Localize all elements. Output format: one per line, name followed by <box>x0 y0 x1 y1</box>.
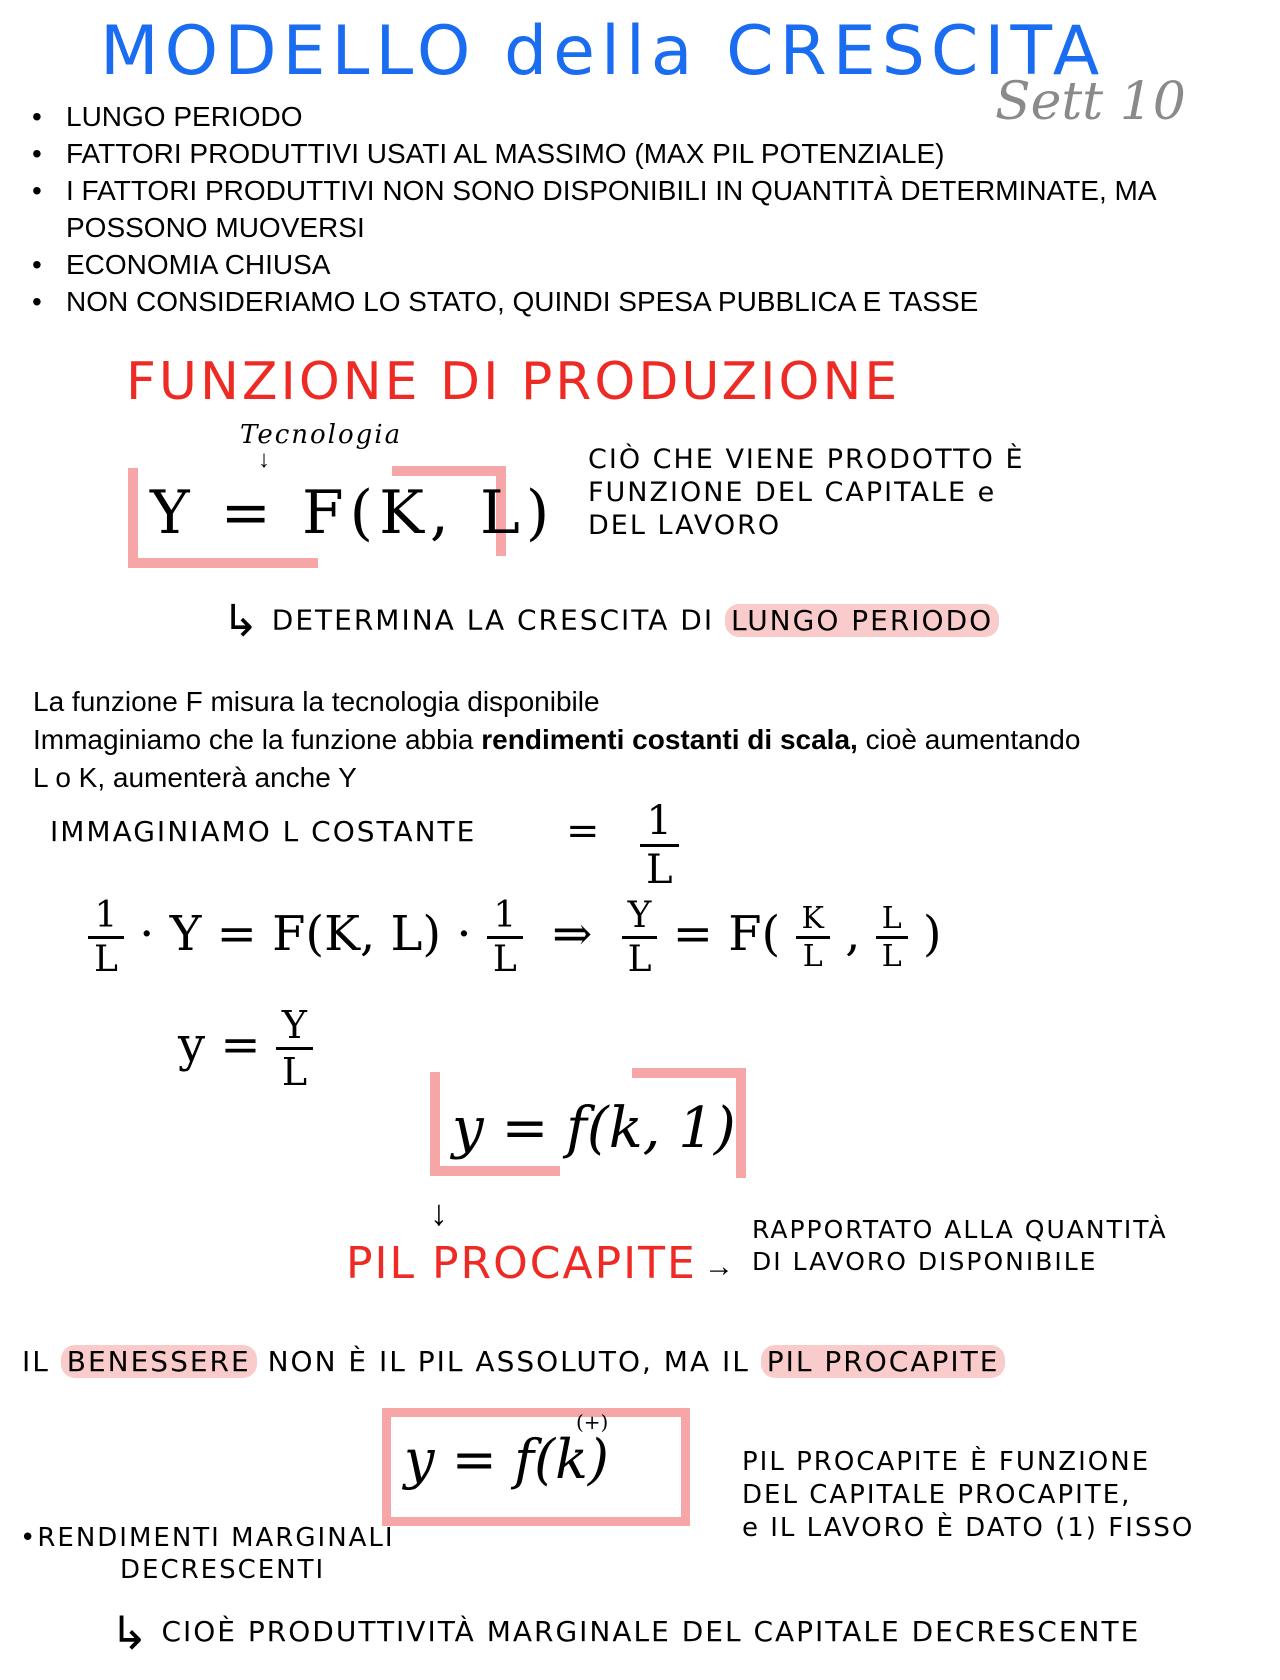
explanation-paragraph <box>33 683 1263 797</box>
fraction-numerator: Y <box>622 895 658 939</box>
fraction-numerator: 1 <box>640 798 679 847</box>
corner-arrow-icon: ↳ <box>110 1606 151 1660</box>
one-over-L <box>640 798 679 893</box>
highlight-long-period: LUNGO PERIODO <box>725 604 999 637</box>
capital-formula: y = f(k) <box>404 1428 609 1491</box>
note-line: DEL CAPITALE PROCAPITE, <box>742 1480 1132 1510</box>
highlight-pil-procapite: PIL PROCAPITE <box>761 1345 1006 1378</box>
constant-returns-bold: rendimenti costanti di scala, <box>481 724 858 755</box>
pil-procapite-label: PIL PROCAPITE <box>346 1238 697 1289</box>
fraction-denominator: L <box>627 939 652 980</box>
diminishing-returns <box>20 1522 395 1586</box>
note-line: CIÒ CHE VIENE PRODOTTO È <box>588 444 1025 475</box>
wellbeing-statement <box>22 1345 1005 1378</box>
box-corner-top <box>392 466 502 476</box>
fraction-numerator: L <box>876 901 908 939</box>
box-corner-bottom <box>430 1166 560 1176</box>
per-capita-definition <box>178 1003 313 1094</box>
list-item: • NON CONSIDERIAMO LO STATO, QUINDI SPESA PUBBLICA E TASSE <box>32 283 1262 320</box>
box-corner-bottom <box>128 558 318 568</box>
fraction-denominator: L <box>881 939 902 974</box>
page-title: MODELLO della CRESCITA <box>100 12 1106 91</box>
wellbeing-text: NON È IL PIL ASSOLUTO, MA IL <box>267 1345 750 1378</box>
L-over-L <box>876 901 908 974</box>
marginal-productivity-note <box>110 1606 1140 1660</box>
derivation-equation <box>88 895 942 980</box>
equation-right-pre: = F( <box>672 906 781 962</box>
list-item: • I FATTORI PRODUTTIVI NON SONO DISPONIBILI IN QUANTITÀ DETERMINATE, MA POSSONO MUOVERSI <box>32 172 1262 246</box>
paragraph-line: La funzione F misura la tecnologia disponibile <box>33 686 600 717</box>
arrow-right-icon: → <box>704 1250 734 1283</box>
y-def-lhs: y = <box>178 1017 261 1073</box>
production-function-heading: FUNZIONE DI PRODUZIONE <box>126 352 901 412</box>
note-line: e IL LAVORO È DATO (1) FISSO <box>742 1513 1195 1543</box>
Y-over-L <box>276 1003 313 1094</box>
box-corner-left <box>128 468 152 568</box>
implies-icon: ⇒ <box>552 906 593 962</box>
note-line: •RENDIMENTI MARGINALI <box>20 1523 395 1553</box>
paragraph-line: L o K, aumenterà anche Y <box>33 762 357 793</box>
K-over-L <box>796 901 830 974</box>
one-over-L <box>487 895 523 980</box>
Y-over-L <box>622 895 658 980</box>
week-tag: Sett 10 <box>995 72 1186 132</box>
arrow-down-icon: ↓ <box>258 446 270 473</box>
fraction-numerator: 1 <box>487 895 523 939</box>
assume-constant: IMMAGINIAMO L COSTANTE <box>50 815 477 848</box>
note-line: DECRESCENTI <box>120 1555 326 1585</box>
box-corner-top <box>632 1068 742 1078</box>
capital-note <box>742 1446 1194 1545</box>
box-corner-right <box>736 1068 746 1178</box>
note-line: FUNZIONE DEL CAPITALE e <box>588 477 997 508</box>
note-line: RAPPORTATO ALLA QUANTITÀ <box>752 1215 1168 1244</box>
equation-left: · Y = F(K, L) · <box>139 906 472 962</box>
fraction-denominator: L <box>646 847 673 893</box>
paragraph-line <box>33 721 1263 759</box>
technology-label: Tecnologia <box>240 420 403 450</box>
note-line: DEL LAVORO <box>588 510 782 541</box>
fraction-denominator: L <box>492 939 517 980</box>
growth-note-text: DETERMINA LA CRESCITA DI <box>271 603 715 637</box>
box-corner-left <box>430 1072 440 1172</box>
paragraph-text: cioè aumentando <box>857 724 1081 755</box>
one-over-L <box>88 895 124 980</box>
pil-note <box>752 1214 1168 1278</box>
equation-right-post: ) <box>922 906 942 962</box>
list-item: • FATTORI PRODUTTIVI USATI AL MASSIMO (MAX PIL POTENZIALE) <box>32 135 1262 172</box>
list-item: • ECONOMIA CHIUSA <box>32 246 1262 283</box>
fraction-denominator: L <box>281 1050 308 1094</box>
highlight-benessere: BENESSERE <box>61 1345 257 1378</box>
fraction-denominator: L <box>802 939 823 974</box>
list-item: • LUNGO PERIODO <box>32 98 1262 135</box>
fraction-numerator: K <box>796 901 830 939</box>
wellbeing-text: IL <box>22 1345 50 1378</box>
fraction-numerator: 1 <box>88 895 124 939</box>
equals-sign: = <box>566 808 600 854</box>
fraction-denominator: L <box>94 939 118 980</box>
production-note <box>588 443 1025 542</box>
arrow-down-icon: ↓ <box>430 1192 448 1233</box>
production-formula: Y = F(K, L) <box>150 478 556 548</box>
fraction-numerator: Y <box>276 1003 313 1050</box>
positive-sign: (+) <box>576 1410 609 1434</box>
corner-arrow-icon: ↳ <box>222 596 261 647</box>
paragraph-text: Immaginiamo che la funzione abbia <box>33 724 482 755</box>
note-line: DI LAVORO DISPONIBILE <box>752 1247 1098 1276</box>
note-line: PIL PROCAPITE È FUNZIONE <box>742 1447 1151 1477</box>
comma: , <box>845 906 861 962</box>
per-capita-formula: y = f(k, 1) <box>452 1096 736 1161</box>
marginal-productivity-text: CIOÈ PRODUTTIVITÀ MARGINALE DEL CAPITALE DECRESCENTE <box>161 1615 1141 1648</box>
assumptions-list <box>32 98 1262 320</box>
growth-note <box>222 596 999 647</box>
